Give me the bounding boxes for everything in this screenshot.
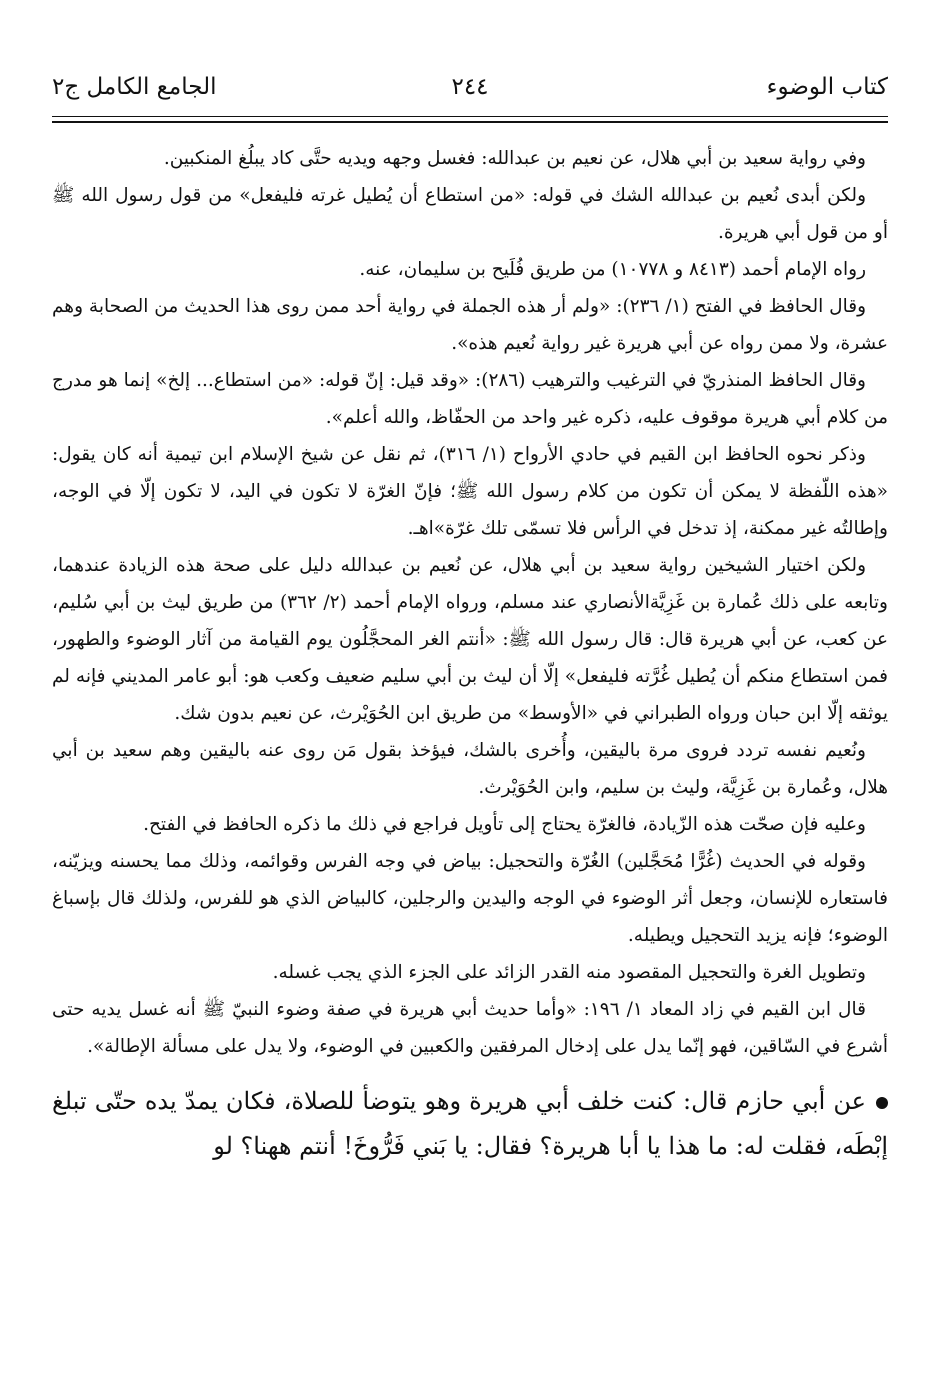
bullet-icon — [876, 1097, 888, 1109]
header-rule-thick — [52, 121, 888, 123]
paragraph: وقال الحافظ المنذريّ في الترغيب والترهيب (٢٨٦): «وقد قيل: إنّ قوله: «من استطاع... إلخ» إنما هو مدرج من كلام أبي هريرة موقوف عليه، ذكره غير واحد من الحفّاظ، والله أعلم». — [52, 370, 888, 428]
hadith-text: عن أبي حازم قال: كنت خلف أبي هريرة وهو يتوضأ للصلاة، فكان يمدّ يده حتّى تبلغ إبْطَه، فقلت له: ما هذا يا أبا هريرة؟ فقال: يا بَني فَرُّوخَ! أنتم ههنا؟ لو — [52, 1087, 888, 1160]
header-rule-thin — [52, 116, 888, 117]
paragraph: ونُعيم نفسه تردد فروى مرة باليقين، وأُخرى بالشك، فيؤخذ بقول مَن روى عنه باليقين وهم سعيد بن أبي هلال، وعُمارة بن غَزِيَّة، وليث بن سليم، وابن الحُوَيْرث. — [52, 740, 888, 798]
paragraph: ولكن أبدى نُعيم بن عبدالله الشك في قوله: «من استطاع أن يُطيل غرته فليفعل» من قول رسول الله ﷺ أو من قول أبي هريرة. — [52, 185, 888, 243]
paragraph: وعليه فإن صحّت هذه الزّيادة، فالغرّة يحتاج إلى تأويل فراجع في ذلك ما ذكره الحافظ في الفتح. — [143, 814, 866, 835]
paragraph: قال ابن القيم في زاد المعاد ١/ ١٩٦: «وأما حديث أبي هريرة في صفة وضوء النبيّ ﷺ أنه غسل يديه حتى أشرع في السّاقين، فهو إنّما يدل على إدخال المرفقين والكعبين في الوضوء، ولا يدل على مسألة الإطالة». — [52, 999, 888, 1057]
running-header — [52, 74, 888, 110]
book-title: الجامع الكامل ج٢ — [52, 74, 217, 100]
paragraph: وقوله في الحديث (غُرًّا مُحَجَّلين) الغُرّة والتحجيل: بياض في وجه الفرس وقوائمه، وذلك مما يحسنه ويزيّنه، فاستعاره للإنسان، وجعل أثر الوضوء في الوجه واليدين والرجلين، كالبياض الذي هو للفرس، ولذلك قال بإسباغ الوضوء؛ فإنه يزيد التحجيل ويطيله. — [52, 851, 888, 946]
paragraph: وقال الحافظ في الفتح (١/ ٢٣٦): «ولم أر هذه الجملة في رواية أحد ممن روى هذا الحديث من الصحابة وهم عشرة، ولا ممن رواه عن أبي هريرة غير رواية نُعيم هذه». — [52, 296, 888, 354]
footnote-commentary — [52, 140, 888, 1169]
paragraph: وذكر نحوه الحافظ ابن القيم في حادي الأرواح (١/ ٣١٦)، ثم نقل عن شيخ الإسلام ابن تيمية أنه كان يقول: «هذه اللّفظة لا يمكن أن تكون من كلام رسول الله ﷺ؛ فإنّ الغرّة لا تكون في اليد، لا تكون إلّا في الوجه، وإطالتُه غير ممكنة، إذ تدخل في الرأس فلا تسمّى تلك غرّة»اهـ. — [52, 444, 888, 539]
paragraph: رواه الإمام أحمد (٨٤١٣ و ١٠٧٧٨) من طريق فُلَيح بن سليمان، عنه. — [359, 259, 866, 280]
paragraph: ولكن اختيار الشيخين رواية سعيد بن أبي هلال، عن نُعيم بن عبدالله دليل على صحة هذه الزيادة عندهما، وتابعه على ذلك عُمارة بن غَزِيَّةالأنصاري عند مسلم، ورواه الإمام أحمد (٢/ ٣٦٢) من طريق ليث بن أبي سُليم، عن كعب، عن أبي هريرة قال: قال رسول الله ﷺ: «أنتم الغر المحجَّلُون يوم القيامة من آثار الوضوء والطهور، فمن استطاع منكم أن يُطيل غُرَّته فليفعل» إلّا أن ليث بن أبي سليم ضعيف وكعب هو: أبو عامر المديني فإنه لم يوثقه إلّا ابن حبان ورواه الطبراني في «الأوسط» من طريق ابن الحُوَيْرث، عن نعيم بدون شك. — [52, 555, 888, 724]
paragraph: وفي رواية سعيد بن أبي هلال، عن نعيم بن عبدالله: فغسل وجهه ويديه حتَّى كاد يبلُغ المنكبين. — [163, 148, 866, 169]
page-number: ٢٤٤ — [451, 74, 489, 100]
paragraph: وتطويل الغرة والتحجيل المقصود منه القدر الزائد على الجزء الذي يجب غسله. — [272, 962, 866, 983]
chapter-title: كتاب الوضوء — [766, 74, 888, 100]
hadith-paragraph — [52, 1079, 888, 1169]
book-page — [52, 0, 888, 1379]
